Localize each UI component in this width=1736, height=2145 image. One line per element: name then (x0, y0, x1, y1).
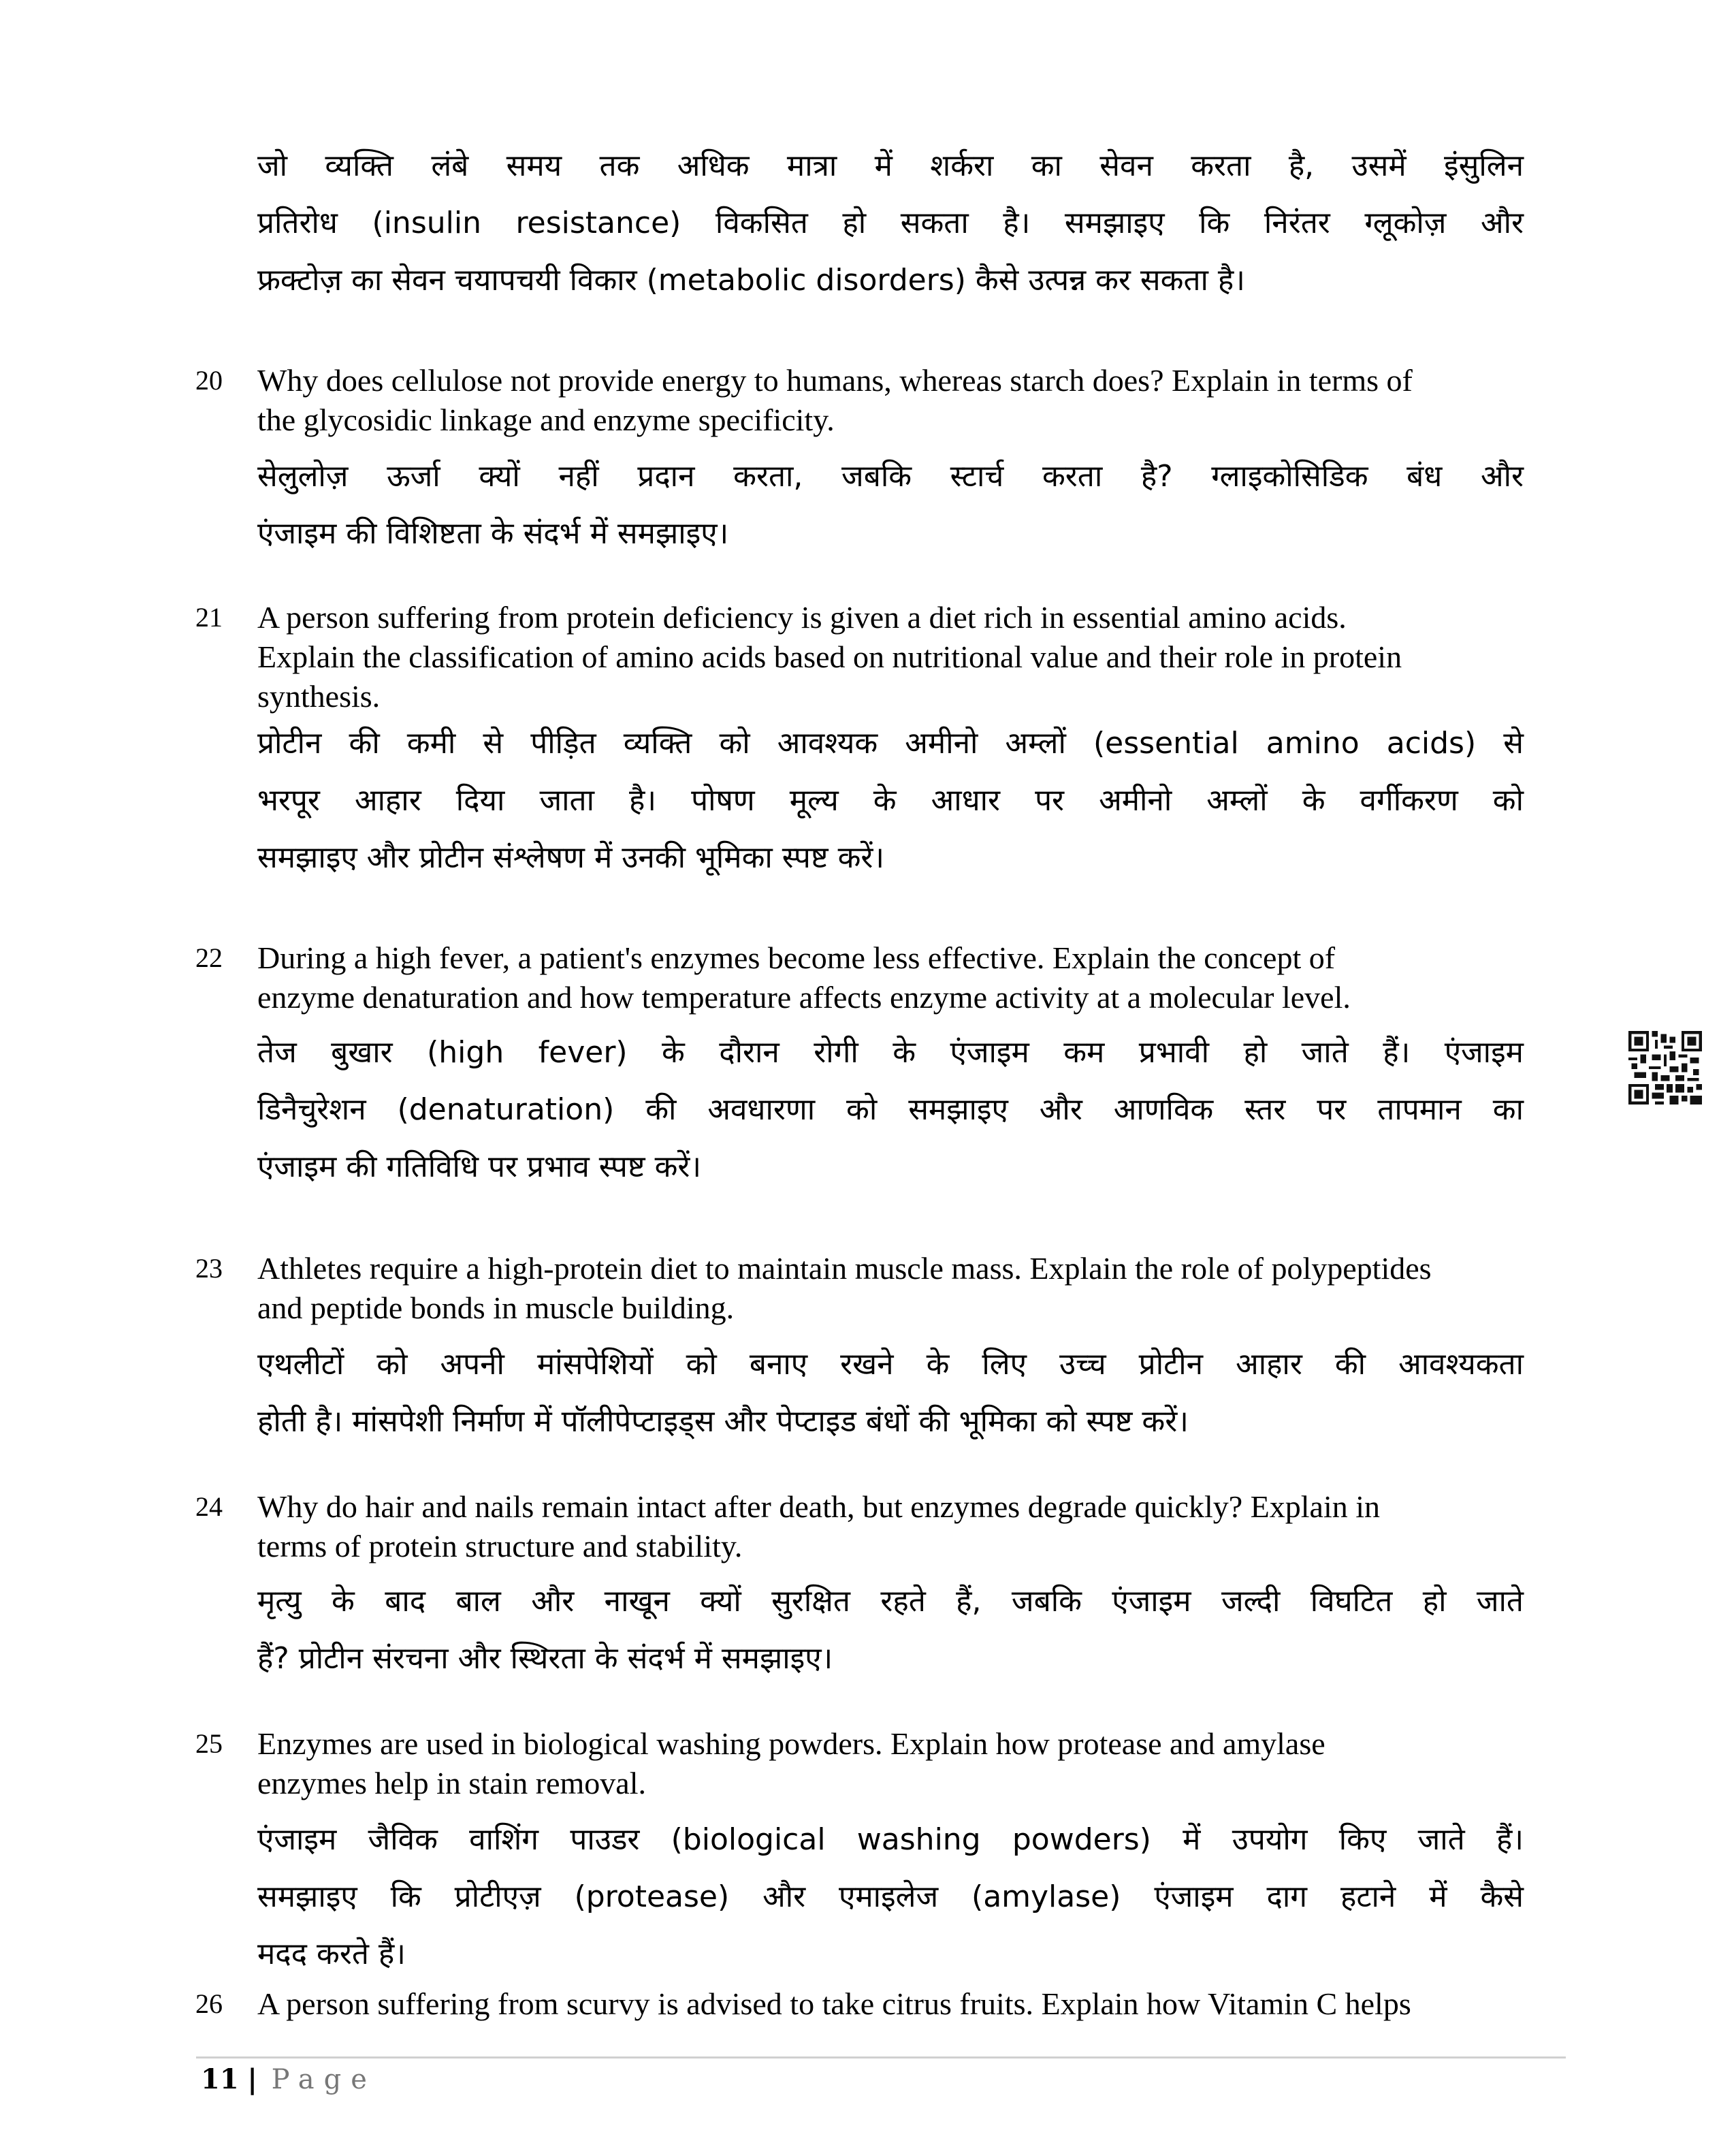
question-english-text (257, 598, 1537, 716)
hindi-line: समझाइए कि प्रोटीएज़ (protease) और एमाइलेज (amylase) एंजाइम दाग हटाने में कैसे (257, 1879, 1524, 1914)
hindi-line: सेलुलोज़ ऊर्जा क्यों नहीं प्रदान करता, जबकि स्टार्च करता है? ग्लाइकोसिडिक बंध और (257, 459, 1524, 494)
question-number: 26 (195, 1988, 223, 2019)
question-number: 22 (195, 942, 223, 973)
page-label: Page (271, 2064, 376, 2095)
question-number: 21 (195, 602, 223, 633)
question-english-text (257, 1984, 1537, 2024)
hindi-line: जो व्यक्ति लंबे समय तक अधिक मात्रा में शर्करा का सेवन करता है, उसमें इंसुलिन (257, 148, 1524, 183)
english-line: enzyme denaturation and how temperature affects enzyme activity at a molecular level. (257, 980, 1351, 1015)
hindi-line: एथलीटों को अपनी मांसपेशियों को बनाए रखने के लिए उच्च प्रोटीन आहार की आवश्यकता (257, 1347, 1524, 1382)
hindi-line: मदद करते हैं। (257, 1937, 406, 1971)
footer-divider (196, 2056, 1566, 2059)
question-english-text (257, 1724, 1537, 1803)
intro-hindi-text (257, 138, 1524, 309)
question-number: 20 (195, 365, 223, 396)
hindi-line: एंजाइम की विशिष्टता के संदर्भ में समझाइए। (257, 516, 729, 551)
english-line: Athletes require a high-protein diet to maintain muscle mass. Explain the role of polypeptides (257, 1251, 1432, 1286)
hindi-line: फ्रक्टोज़ का सेवन चयापचयी विकार (metabolic disorders) कैसे उत्पन्न कर सकता है। (257, 263, 1245, 298)
english-line: terms of protein structure and stability. (257, 1529, 743, 1563)
english-line: and peptide bonds in muscle building. (257, 1290, 735, 1325)
english-line: the glycosidic linkage and enzyme specificity. (257, 402, 835, 437)
english-line: During a high fever, a patient's enzymes become less effective. Explain the concept of (257, 940, 1336, 975)
hindi-line: प्रतिरोध (insulin resistance) विकसित हो सकता है। समझाइए कि निरंतर ग्लूकोज़ और (257, 206, 1524, 240)
english-line: Enzymes are used in biological washing powders. Explain how protease and amylase (257, 1726, 1325, 1761)
english-line: Why does cellulose not provide energy to humans, whereas starch does? Explain in terms of (257, 363, 1413, 398)
hindi-line: तेज बुखार (high fever) के दौरान रोगी के एंजाइम कम प्रभावी हो जाते हैं। एंजाइम (257, 1035, 1524, 1070)
hindi-line: समझाइए और प्रोटीन संश्लेषण में उनकी भूमिका स्पष्ट करें। (257, 840, 885, 875)
question-english-text (257, 1487, 1537, 1566)
question-hindi-text (257, 715, 1524, 887)
english-line: Explain the classification of amino acids based on nutritional value and their role in protein (257, 639, 1402, 674)
question-number: 25 (195, 1728, 223, 1759)
hindi-line: एंजाइम जैविक वाशिंग पाउडर (biological washing powders) में उपयोग किए जाते हैं। (257, 1822, 1524, 1857)
question-number: 24 (195, 1491, 223, 1522)
question-hindi-text (257, 448, 1524, 562)
hindi-line: मृत्यु के बाद बाल और नाखून क्यों सुरक्षित रहते हैं, जबकि एंजाइम जल्दी विघटित हो जाते (257, 1584, 1524, 1619)
question-english-text (257, 361, 1537, 440)
hindi-line: डिनैचुरेशन (denaturation) की अवधारणा को समझाइए और आणविक स्तर पर तापमान का (257, 1092, 1524, 1127)
question-english-text (257, 938, 1537, 1017)
question-hindi-text (257, 1573, 1524, 1687)
question-number: 23 (195, 1253, 223, 1284)
english-line: A person suffering from protein deficiency is given a diet rich in essential amino acids. (257, 600, 1347, 635)
english-line: A person suffering from scurvy is advised to take citrus fruits. Explain how Vitamin C helps (257, 1986, 1411, 2021)
hindi-line: भरपूर आहार दिया जाता है। पोषण मूल्य के आधार पर अमीनो अम्लों के वर्गीकरण को (257, 783, 1524, 818)
hindi-line: प्रोटीन की कमी से पीड़ित व्यक्ति को आवश्यक अमीनो अम्लों (essential amino acids) से (257, 726, 1524, 761)
english-line: enzymes help in stain removal. (257, 1766, 647, 1800)
question-hindi-text (257, 1336, 1524, 1450)
question-hindi-text (257, 1811, 1524, 1983)
qr-code-icon (1628, 1030, 1702, 1106)
page-footer (201, 2063, 376, 2095)
hindi-line: हैं? प्रोटीन संरचना और स्थिरता के संदर्भ में समझाइए। (257, 1641, 833, 1676)
question-hindi-text (257, 1024, 1524, 1196)
english-line: Why do hair and nails remain intact after death, but enzymes degrade quickly? Explain in (257, 1489, 1381, 1524)
page-number: 11 (201, 2063, 239, 2095)
english-line: synthesis. (257, 679, 381, 714)
footer-separator: | (247, 2063, 257, 2095)
hindi-line: होती है। मांसपेशी निर्माण में पॉलीपेप्टाइड्स और पेप्टाइड बंधों की भूमिका को स्पष्ट करें। (257, 1404, 1189, 1439)
hindi-line: एंजाइम की गतिविधि पर प्रभाव स्पष्ट करें। (257, 1149, 702, 1184)
question-english-text (257, 1249, 1537, 1328)
